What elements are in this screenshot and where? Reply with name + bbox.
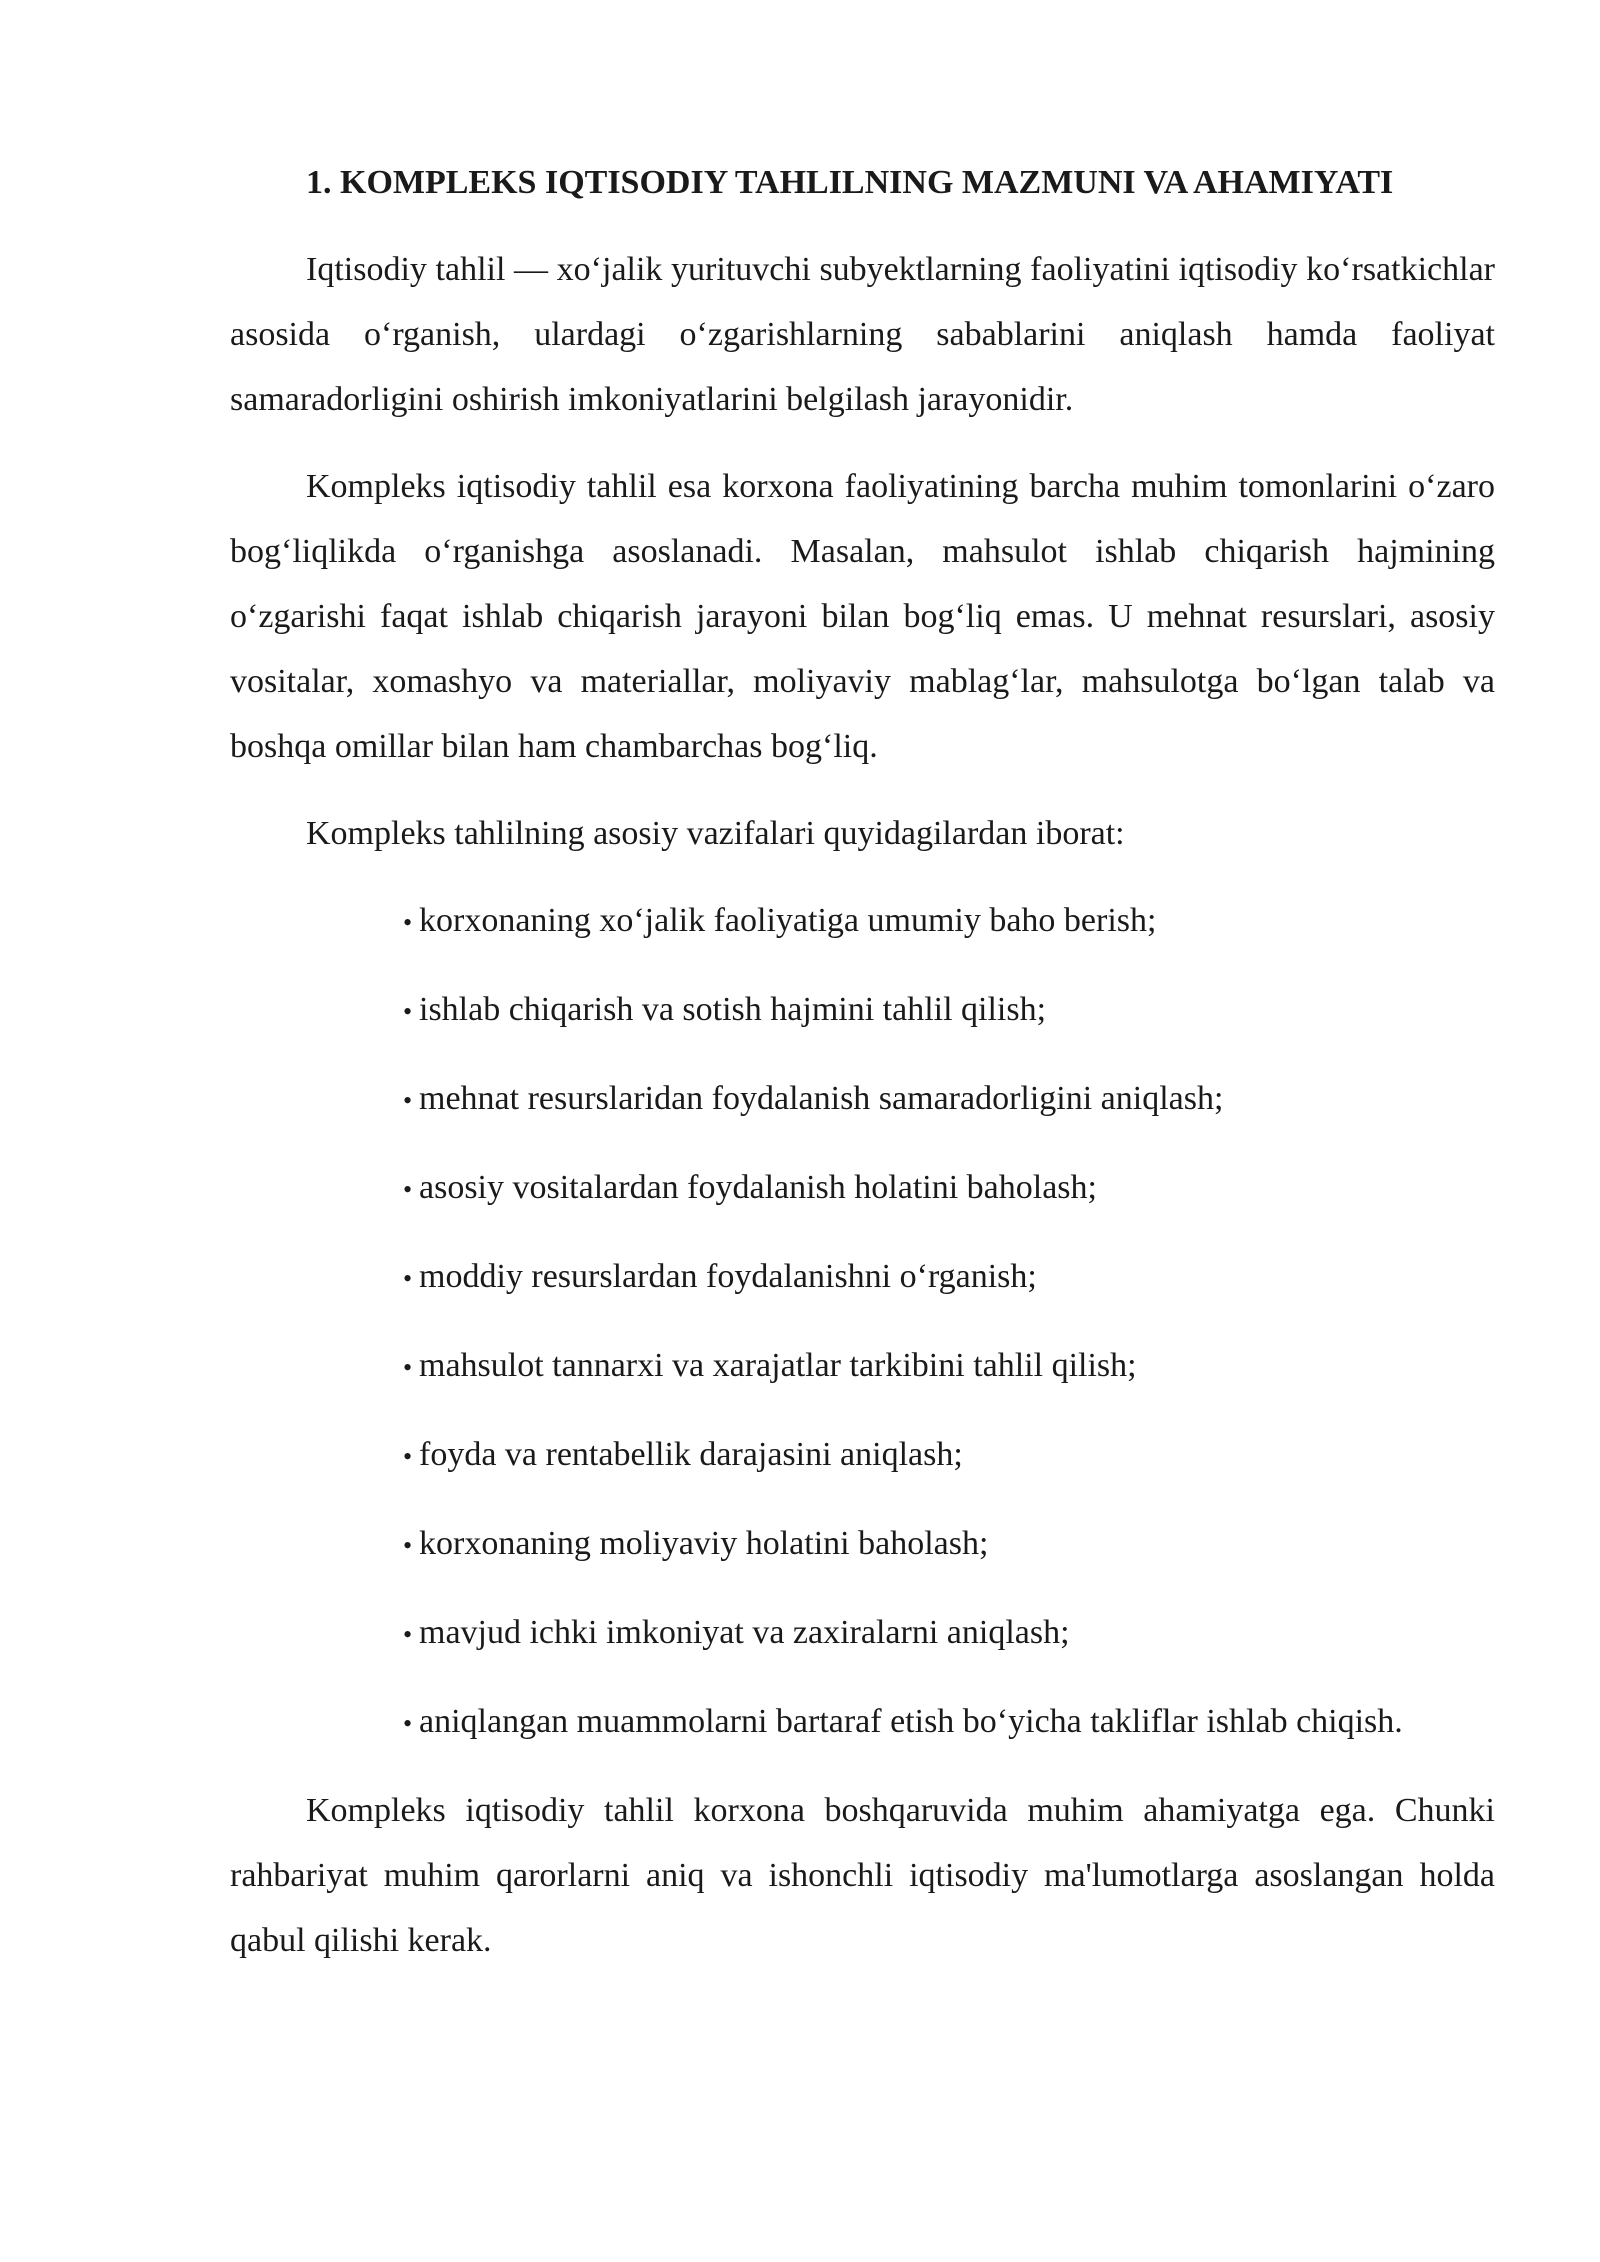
list-item — [327, 977, 1495, 1044]
paragraph-complex-analysis: Kompleks iqtisodiy tahlil esa korxona faoliyatining barcha muhim tomonlarini o‘zaro bog‘liqlikda o‘rganishga asoslanadi. Masalan, mahsulot ishlab chiqarish hajmining o‘zgarishi faqat ishlab chiqarish jarayoni bilan bog‘liq emas. U mehnat resurslari, asosiy vositalar, xomashyo va materiallar, moliyaviy mablag‘lar, mahsulotga bo‘lgan talab va boshqa omillar bilan ham chambarchas bog‘liq. — [230, 468, 1495, 765]
list-item — [327, 1333, 1495, 1400]
bullet-icon: • — [403, 1175, 413, 1204]
bullet-icon: • — [403, 1442, 413, 1471]
bullet-icon: • — [403, 1709, 413, 1738]
bullet-icon: • — [403, 908, 413, 937]
list-item-text: foyda va rentabellik darajasini aniqlash; — [419, 1436, 963, 1473]
list-item — [327, 1689, 1495, 1756]
list-item-text: mahsulot tannarxi va xarajatlar tarkibini tahlil qilish; — [419, 1347, 1137, 1384]
section-heading: 1. KOMPLEKS IQTISODIY TAHLILNING MAZMUNI VA AHAMIYATI — [306, 164, 1394, 201]
bullet-icon: • — [403, 1531, 413, 1560]
list-item-text: mehnat resurslaridan foydalanish samaradorligini aniqlash; — [419, 1080, 1224, 1117]
paragraph-definition: Iqtisodiy tahlil — xo‘jalik yurituvchi subyektlarning faoliyatini iqtisodiy ko‘rsatkichlar asosida o‘rganish, ulardagi o‘zgarishlarning sabablarini aniqlash hamda faoliyat samaradorligini oshirish imkoniyatlarini belgilash jarayonidir. — [230, 251, 1495, 418]
paragraph-tasks-intro: Kompleks tahlilning asosiy vazifalari quyidagilardan iborat: — [306, 815, 1125, 852]
list-item-text: ishlab chiqarish va sotish hajmini tahlil qilish; — [419, 991, 1047, 1028]
list-item-text: aniqlangan muammolarni bartaraf etish bo‘yicha takliflar ishlab chiqish. — [419, 1703, 1403, 1740]
list-item — [327, 1155, 1495, 1222]
bullet-icon: • — [403, 1086, 413, 1115]
list-item-text: korxonaning xo‘jalik faoliyatiga umumiy baho berish; — [419, 902, 1157, 939]
tasks-list — [230, 888, 1495, 1756]
list-item — [327, 1066, 1495, 1133]
bullet-icon: • — [403, 1620, 413, 1649]
list-item — [327, 1244, 1495, 1311]
list-item — [327, 888, 1495, 955]
list-item-text: mavjud ichki imkoniyat va zaxiralarni aniqlash; — [419, 1614, 1070, 1651]
bullet-icon: • — [403, 1264, 413, 1293]
list-item-text: moddiy resurslardan foydalanishni o‘rganish; — [419, 1258, 1037, 1295]
list-item-text: asosiy vositalardan foydalanish holatini baholash; — [419, 1169, 1097, 1206]
list-item — [327, 1422, 1495, 1489]
paragraph-closing: Kompleks iqtisodiy tahlil korxona boshqaruvida muhim ahamiyatga ega. Chunki rahbariyat muhim qarorlarni aniq va ishonchli iqtisodiy ma'lumotlarga asoslangan holda qabul qilishi kerak. — [230, 1792, 1495, 1959]
bullet-icon: • — [403, 997, 413, 1026]
bullet-icon: • — [403, 1353, 413, 1382]
list-item — [327, 1600, 1495, 1667]
list-item — [327, 1511, 1495, 1578]
list-item-text: korxonaning moliyaviy holatini baholash; — [419, 1525, 989, 1562]
document-page — [230, 150, 1495, 1995]
